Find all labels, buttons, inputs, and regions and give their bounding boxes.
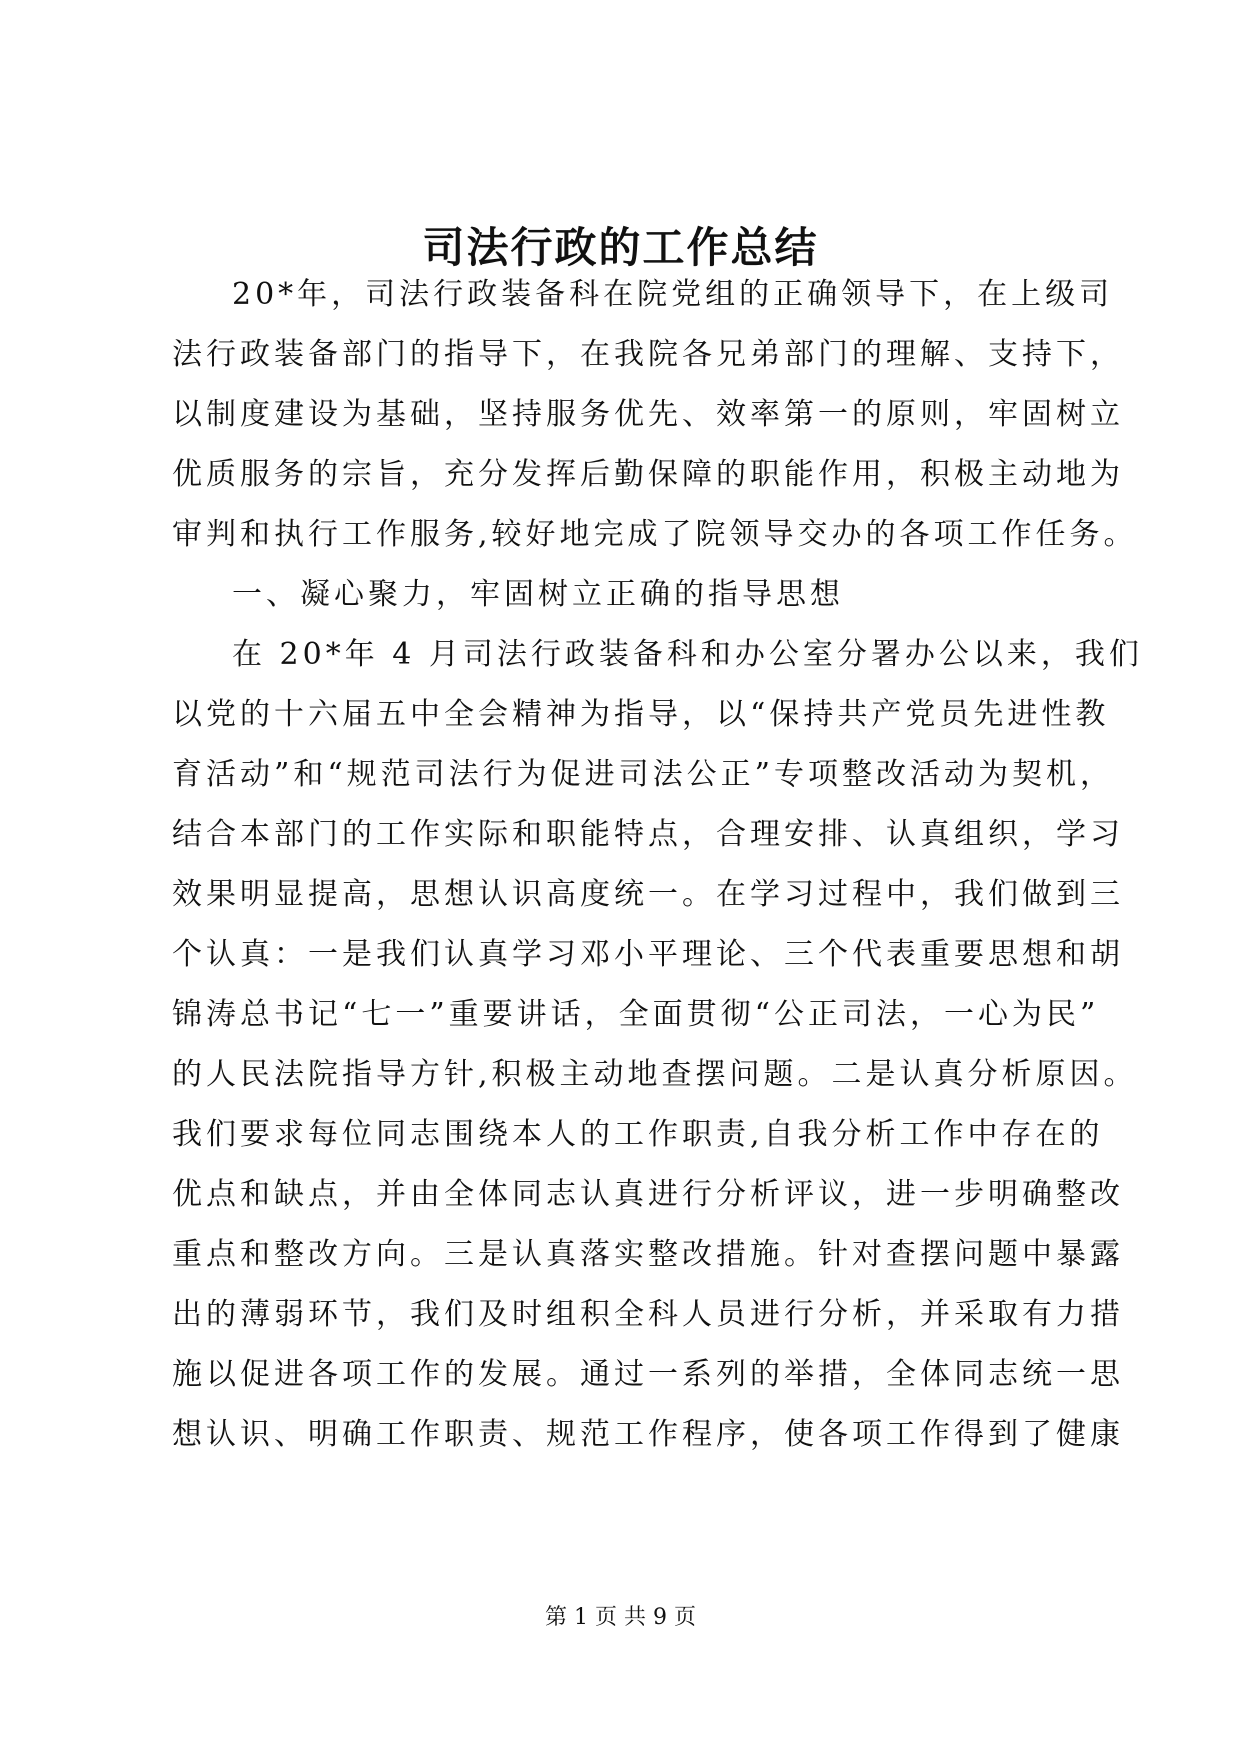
text-line: 优点和缺点，并由全体同志认真进行分析评议，进一步明确整改 <box>172 1177 1124 1212</box>
text-line: 以制度建设为基础，坚持服务优先、效率第一的原则，牢固树立 <box>172 397 1124 432</box>
text-line: 优质服务的宗旨，充分发挥后勤保障的职能作用，积极主动地为 <box>172 457 1124 492</box>
text-line: 法行政装备部门的指导下，在我院各兄弟部门的理解、支持下， <box>172 337 1124 372</box>
text-line: 出的薄弱环节，我们及时组积全科人员进行分析，并采取有力措 <box>172 1297 1124 1332</box>
text-line: 一、凝心聚力，牢固树立正确的指导思想 <box>232 577 844 612</box>
text-line: 效果明显提高，思想认识高度统一。在学习过程中，我们做到三 <box>172 877 1124 912</box>
text-line: 20*年，司法行政装备科在院党组的正确领导下，在上级司 <box>232 277 1114 312</box>
text-line: 想认识、明确工作职责、规范工作程序，使各项工作得到了健康 <box>172 1417 1124 1452</box>
text-line: 个认真：一是我们认真学习邓小平理论、三个代表重要思想和胡 <box>172 937 1124 972</box>
text-line: 我们要求每位同志围绕本人的工作职责,自我分析工作中存在的 <box>172 1117 1104 1152</box>
text-line: 重点和整改方向。三是认真落实整改措施。针对查摆问题中暴露 <box>172 1237 1124 1272</box>
text-line: 施以促进各项工作的发展。通过一系列的举措，全体同志统一思 <box>172 1357 1124 1392</box>
document-body <box>172 265 1143 1465</box>
text-line: 育活动”和“规范司法行为促进司法公正”专项整改活动为契机， <box>172 757 1115 792</box>
text-line: 锦涛总书记“七一”重要讲话，全面贯彻“公正司法，一心为民” <box>172 997 1100 1032</box>
text-line: 在 20*年 4 月司法行政装备科和办公室分署办公以来，我们 <box>232 637 1143 672</box>
text-line: 的人民法院指导方针,积极主动地查摆问题。二是认真分析原因。 <box>172 1057 1138 1092</box>
text-line: 审判和执行工作服务,较好地完成了院领导交办的各项工作任务。 <box>172 517 1138 552</box>
text-line: 结合本部门的工作实际和职能特点，合理安排、认真组织，学习 <box>172 817 1124 852</box>
text-line: 以党的十六届五中全会精神为指导，以“保持共产党员先进性教 <box>172 697 1110 732</box>
page-footer: 第 1 页 共 9 页 <box>545 1605 696 1630</box>
document-title: 司法行政的工作总结 <box>422 223 819 272</box>
